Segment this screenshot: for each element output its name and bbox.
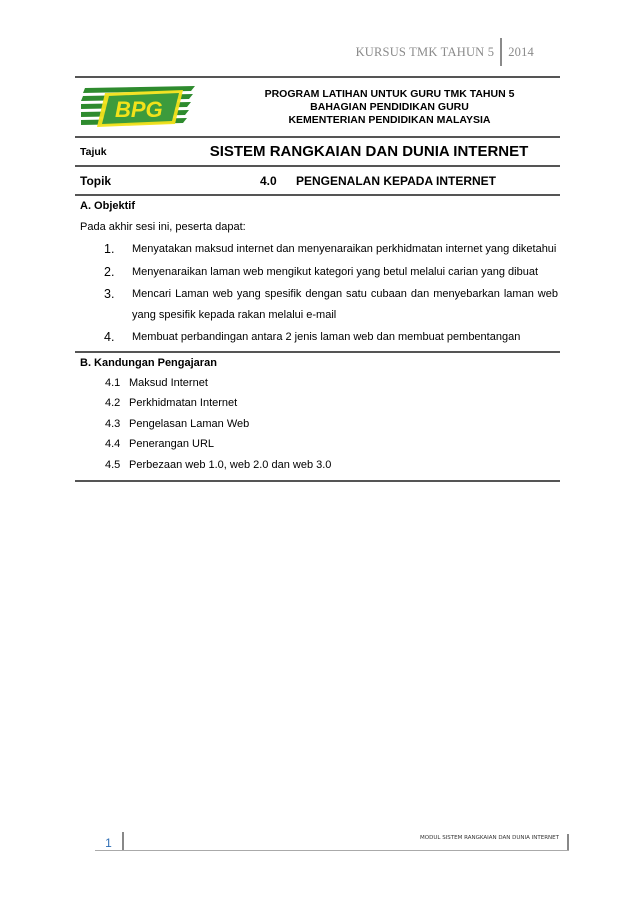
page-footer — [95, 832, 569, 851]
list-item-text: Menyatakan maksud internet dan menyenaraikan perkhidmatan internet yang diketahui — [132, 243, 557, 255]
list-item — [80, 414, 560, 435]
list-item — [80, 393, 560, 414]
list-item-number: 4.1 — [105, 376, 121, 389]
page-number: 1 — [95, 832, 124, 850]
list-item-text: Penerangan URL — [129, 438, 215, 450]
kandungan-title: B. Kandungan Pengajaran — [80, 356, 217, 369]
list-item-number: 3. — [104, 287, 115, 301]
program-title — [203, 78, 560, 136]
topik-label: Topik — [80, 173, 112, 188]
running-header-year: 2014 — [500, 38, 534, 66]
running-header — [356, 38, 534, 66]
program-header-row — [75, 76, 560, 138]
footer-divider — [567, 834, 569, 850]
program-line-1: PROGRAM LATIHAN UNTUK GURU TMK TAHUN 5 — [264, 87, 515, 100]
list-item — [80, 284, 560, 325]
program-line-2: BAHAGIAN PENDIDIKAN GURU — [310, 100, 469, 113]
list-item-number: 1. — [104, 242, 115, 256]
running-header-title: KURSUS TMK TAHUN 5 — [355, 44, 495, 59]
tajuk-label: Tajuk — [80, 145, 107, 158]
list-item-number: 4.2 — [105, 397, 121, 409]
list-item-text: Perkhidmatan Internet — [129, 397, 238, 409]
section-divider — [75, 351, 560, 353]
list-item — [80, 373, 560, 394]
objektif-title: A. Objektif — [80, 200, 136, 212]
svg-text:BPG: BPG — [115, 97, 163, 122]
list-item-text: Maksud Internet — [129, 376, 208, 389]
list-item — [80, 455, 560, 476]
module-name: MODUL SISTEM RANGKAIAN DAN DUNIA INTERNET — [420, 835, 559, 841]
logo-cell — [75, 78, 203, 136]
list-item-text: Perbezaan web 1.0, web 2.0 dan web 3.0 — [129, 458, 332, 471]
document-sheet — [75, 76, 560, 482]
list-item-text: Pengelasan Laman Web — [129, 417, 250, 430]
list-item-text: Mencari Laman web yang spesifik dengan satu cubaan dan menyebarkan laman web yang spesifik kepada rakan melalui e-mail — [132, 288, 558, 321]
list-item-number: 2. — [104, 264, 115, 279]
objektif-intro: Pada akhir sesi ini, peserta dapat: — [80, 221, 246, 233]
list-item — [80, 239, 560, 260]
list-item — [80, 434, 560, 455]
tajuk-value: SISTEM RANGKAIAN DAN DUNIA INTERNET — [209, 143, 529, 160]
list-item-number: 4.5 — [105, 458, 121, 471]
topik-row — [75, 167, 560, 196]
list-item-number: 4.3 — [105, 417, 121, 430]
list-item-text: Menyenaraikan laman web mengikut kategori yang betul melalui carian yang dibuat — [132, 265, 539, 278]
kandungan-section — [75, 357, 560, 476]
program-line-3: KEMENTERIAN PENDIDIKAN MALAYSIA — [288, 113, 491, 126]
topik-value: PENGENALAN KEPADA INTERNET — [296, 173, 497, 188]
tajuk-row — [75, 138, 560, 167]
list-item-text: Membuat perbandingan antara 2 jenis laman web dan membuat pembentangan — [132, 331, 521, 343]
objektif-list — [80, 239, 560, 348]
list-item-number: 4. — [104, 330, 115, 344]
kandungan-list — [80, 373, 560, 476]
section-divider — [75, 480, 560, 482]
bpg-logo-icon — [79, 84, 197, 130]
objektif-section — [75, 200, 560, 348]
list-item — [80, 327, 560, 348]
topik-number: 4.0 — [260, 173, 277, 188]
list-item — [80, 262, 560, 283]
list-item-number: 4.4 — [105, 438, 121, 450]
